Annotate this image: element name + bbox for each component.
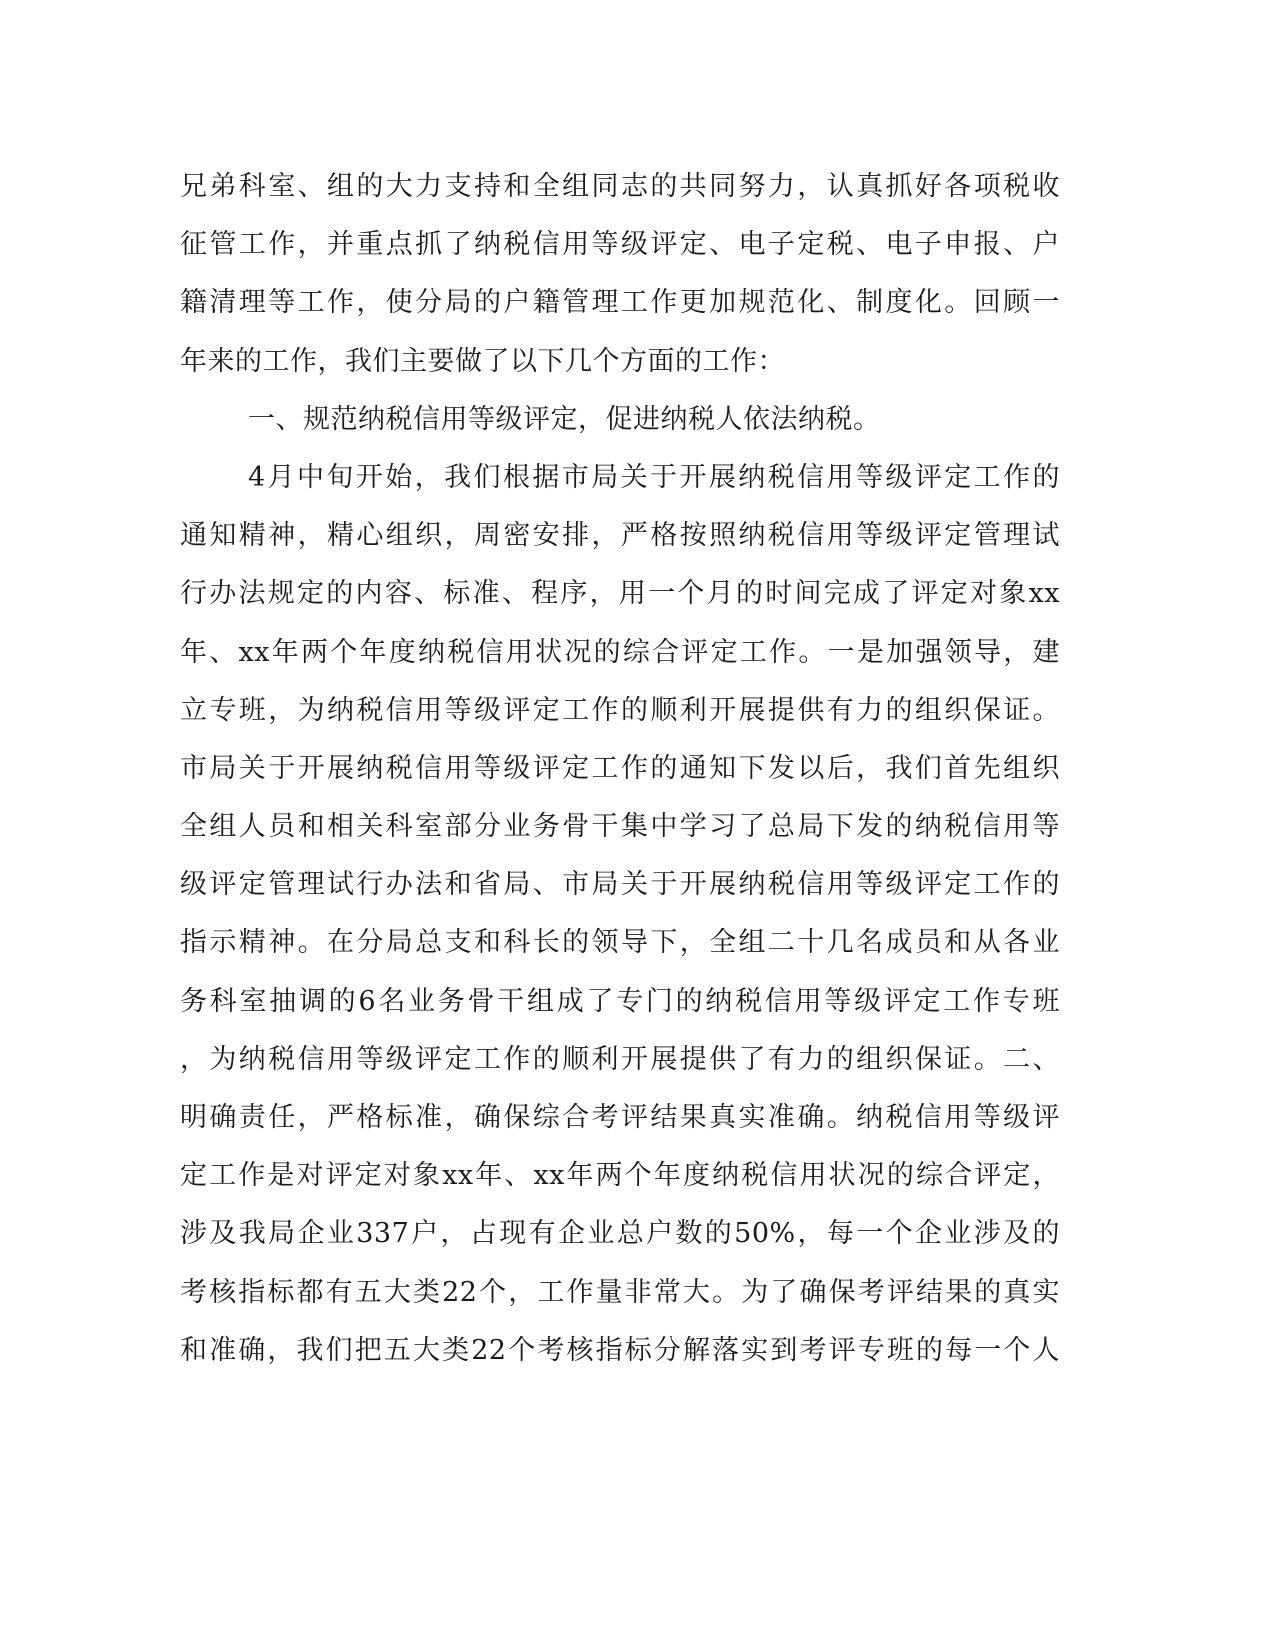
text-line: 征管工作，并重点抓了纳税信用等级评定、电子定税、电子申报、户 bbox=[180, 229, 1060, 261]
section-heading: 一、规范纳税信用等级评定，促进纳税人依法纳税。 bbox=[248, 403, 881, 435]
text-line: 4月中旬开始，我们根据市局关于开展纳税信用等级评定工作的 bbox=[248, 461, 1060, 493]
text-line: 兄弟科室、组的大力支持和全组同志的共同努力，认真抓好各项税收 bbox=[180, 171, 1060, 202]
text-line: 考核指标都有五大类22个，工作量非常大。为了确保考评结果的真实 bbox=[180, 1276, 1060, 1308]
text-line: 行办法规定的内容、标准、程序，用一个月的时间完成了评定对象xx bbox=[180, 578, 1060, 610]
text-line: 立专班，为纳税信用等级评定工作的顺利开展提供有力的组织保证。 bbox=[180, 694, 1060, 726]
text-line: 指示精神。在分局总支和科长的领导下，全组二十几名成员和从各业 bbox=[180, 927, 1060, 959]
text-line: 务科室抽调的6名业务骨干组成了专门的纳税信用等级评定工作专班 bbox=[180, 985, 1060, 1017]
body-text bbox=[180, 158, 1060, 1380]
text-line: 年来的工作，我们主要做了以下几个方面的工作： bbox=[180, 345, 785, 377]
text-line: ，为纳税信用等级评定工作的顺利开展提供了有力的组织保证。二、 bbox=[180, 1043, 1060, 1075]
text-line: 籍清理等工作，使分局的户籍管理工作更加规范化、制度化。回顾一 bbox=[180, 287, 1060, 319]
text-line: 涉及我局企业337户，占现有企业总户数的50%，每一个企业涉及的 bbox=[180, 1218, 1060, 1250]
text-line: 明确责任，严格标准，确保综合考评结果真实准确。纳税信用等级评 bbox=[180, 1102, 1060, 1133]
text-line: 通知精神，精心组织，周密安排，严格按照纳税信用等级评定管理试 bbox=[180, 520, 1060, 552]
text-line: 市局关于开展纳税信用等级评定工作的通知下发以后，我们首先组织 bbox=[180, 752, 1060, 784]
text-line: 和准确，我们把五大类22个考核指标分解落实到考评专班的每一个人 bbox=[180, 1334, 1060, 1366]
text-line: 定工作是对评定对象xx年、xx年两个年度纳税信用状况的综合评定， bbox=[180, 1160, 1060, 1192]
text-line: 年、xx年两个年度纳税信用状况的综合评定工作。一是加强领导，建 bbox=[180, 636, 1060, 668]
text-line: 级评定管理试行办法和省局、市局关于开展纳税信用等级评定工作的 bbox=[180, 869, 1060, 901]
text-line: 全组人员和相关科室部分业务骨干集中学习了总局下发的纳税信用等 bbox=[180, 811, 1060, 843]
